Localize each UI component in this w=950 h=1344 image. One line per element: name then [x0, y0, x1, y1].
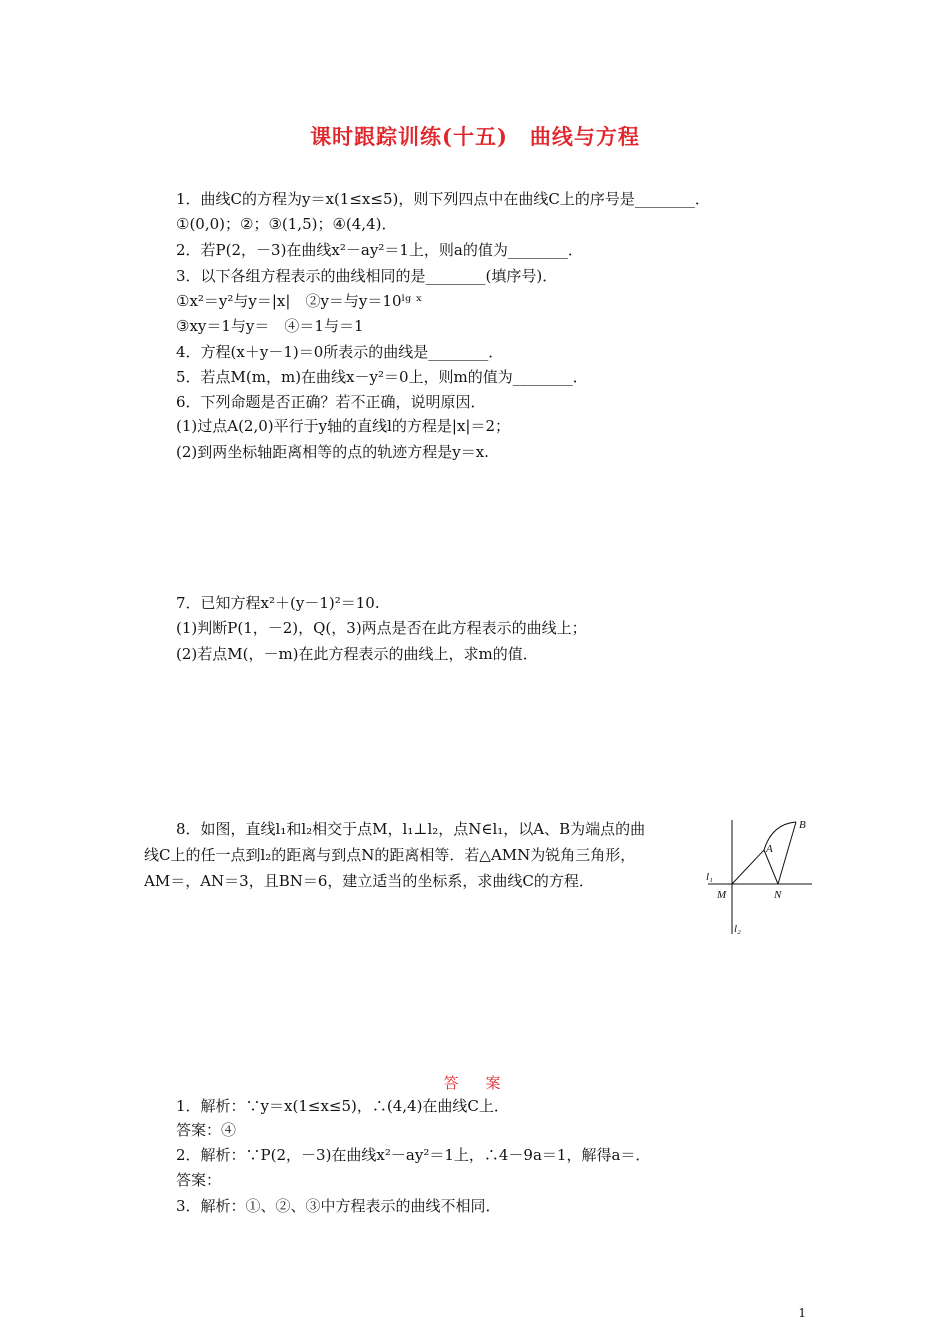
question-1-text: 1．曲线C的方程为y＝x(1≤x≤5)，则下列四点中在曲线C上的序号是________． — [176, 190, 710, 208]
page-title: 课时跟踪训练(十五) 曲线与方程 — [310, 124, 640, 149]
question-7-part-2: (2)若点M(，－m)在此方程表示的曲线上，求m的值． — [176, 645, 538, 663]
answer-2-analysis: 2．解析：∵P(2，－3)在曲线x²－ay²＝1上，∴4－9a＝1，解得a＝． — [176, 1146, 651, 1164]
question-5-text: 5．若点M(m，m)在曲线x－y²＝0上，则m的值为________． — [176, 368, 588, 386]
question-6-text: 6．下列命题是否正确？若不正确，说明原因． — [176, 393, 486, 411]
label-m: M — [717, 889, 727, 901]
label-l1: l₁ — [706, 871, 713, 883]
question-8-figure — [700, 812, 818, 938]
answers-heading: 答 案 — [443, 1074, 507, 1092]
question-8-line-1 — [144, 816, 704, 842]
question-2-text: 2．若P(2，－3)在曲线x²－ay²＝1上，则a的值为________． — [176, 241, 583, 259]
question-8-line-3: AM＝，AN＝3，且BN＝6，建立适当的坐标系，求曲线C的方程． — [144, 872, 594, 890]
answer-3-analysis: 3．解析：①、②、③中方程表示的曲线不相同． — [176, 1197, 501, 1215]
question-7-part-1: (1)判断P(1，－2)，Q(，3)两点是否在此方程表示的曲线上； — [176, 619, 587, 637]
question-8-line-2: 线C上的任一点到l₂的距离与到点N的距离相等．若△AMN为锐角三角形， — [144, 846, 636, 864]
segment-nb — [778, 822, 796, 884]
label-n: N — [774, 889, 782, 901]
label-l2: l₂ — [734, 923, 741, 935]
label-b: B — [799, 819, 806, 831]
question-6-part-2: (2)到两坐标轴距离相等的点的轨迹方程是y＝x. — [176, 443, 489, 461]
answer-1-analysis: 1．解析：∵y＝x(1≤x≤5)，∴(4,4)在曲线C上． — [176, 1097, 509, 1115]
answer-1-result: 答案：④ — [176, 1121, 237, 1139]
question-7-text: 7．已知方程x²＋(y－1)²＝10. — [176, 594, 380, 612]
answer-2-result: 答案： — [176, 1171, 222, 1189]
question-3-options-b: ③xy＝1与y＝ ④＝1与＝1 — [176, 317, 364, 335]
question-6-part-1: (1)过点A(2,0)平行于y轴的直线l的方程是|x|＝2； — [176, 417, 511, 435]
question-3-options-a: ①x²＝y²与y＝|x| ②y＝与y＝10ˡᵍ ˣ — [176, 292, 423, 310]
question-8-line-1-text: 8．如图，直线l₁和l₂相交于点M，l₁⊥l₂，点N∈l₁，以A、B为端点的曲 — [176, 820, 646, 838]
label-a: A — [766, 843, 773, 855]
segment-ma — [732, 850, 764, 884]
segment-an — [764, 850, 778, 884]
question-3-text: 3．以下各组方程表示的曲线相同的是________(填序号)． — [176, 267, 558, 285]
question-1-options: ①(0,0)；②；③(1,5)；④(4,4)． — [176, 215, 397, 233]
page-number: 1 — [798, 1306, 806, 1320]
question-4-text: 4．方程(x＋y－1)＝0所表示的曲线是________． — [176, 343, 504, 361]
question-8-text — [144, 816, 704, 894]
